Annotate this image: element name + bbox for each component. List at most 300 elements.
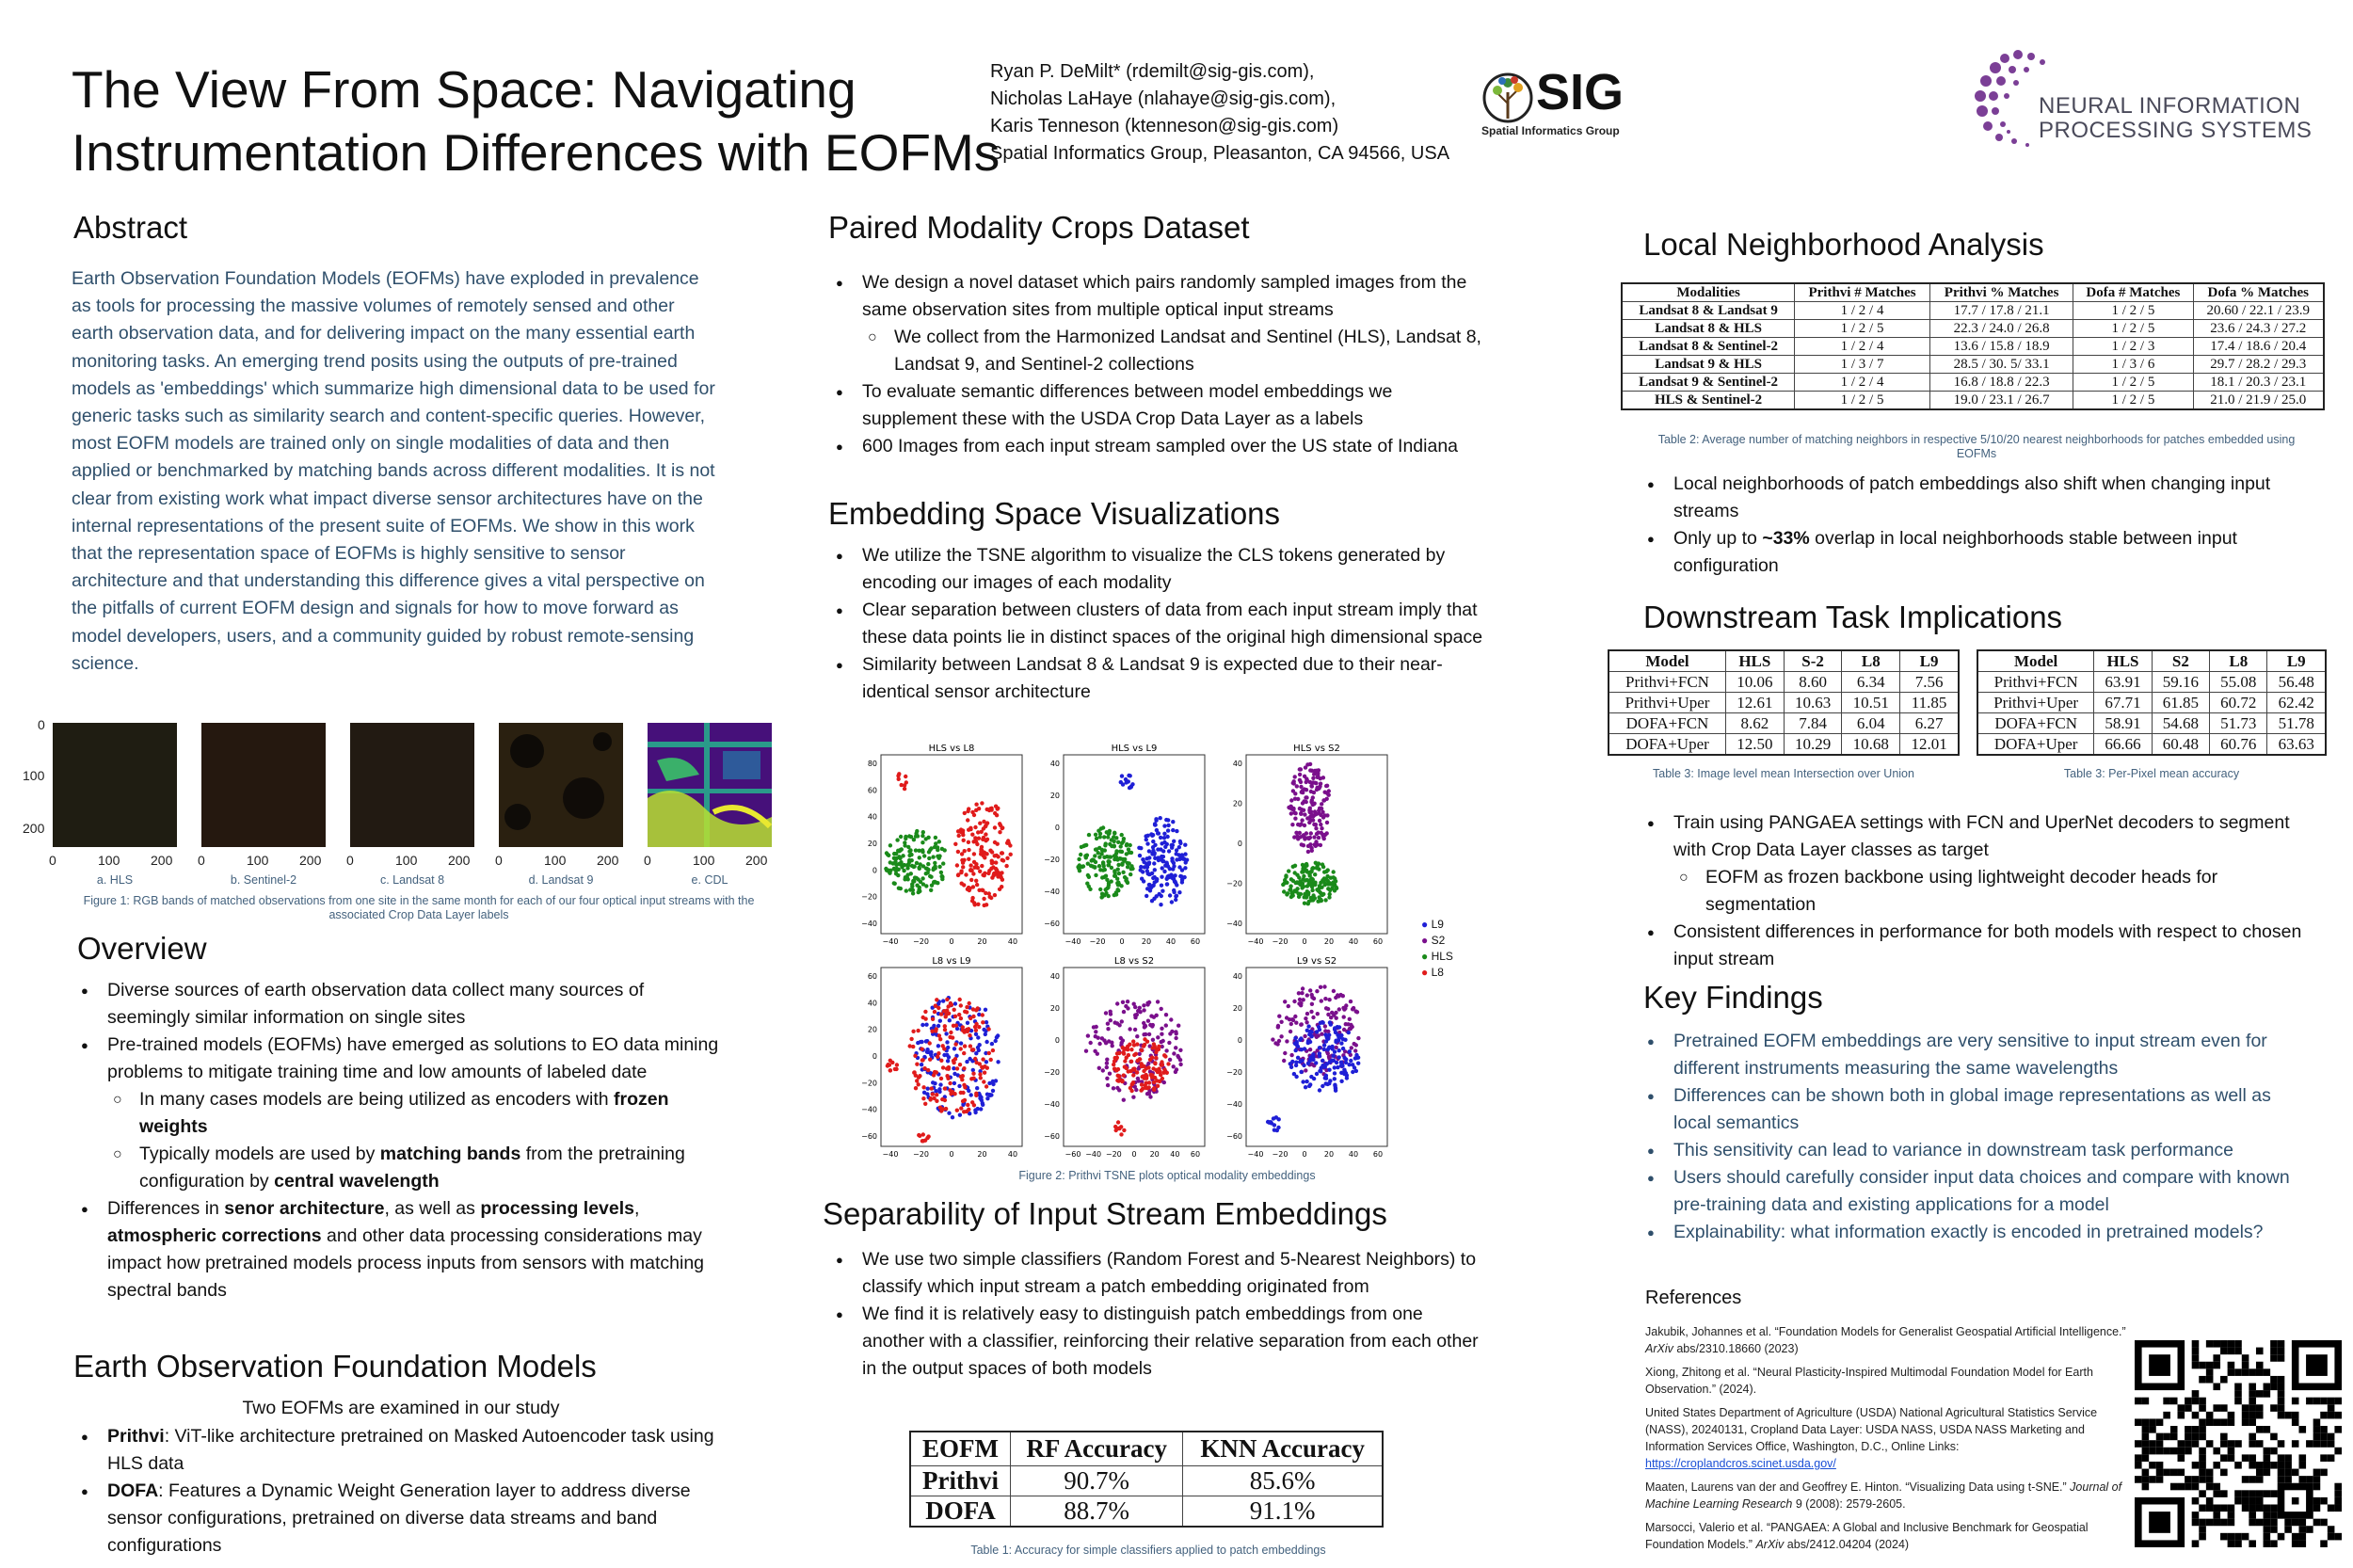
scatter-point (1134, 1052, 1138, 1056)
figure-1-caption: Figure 1: RGB bands of matched observations from one site in the same month for each of our four optical input streams with the associated Crop Data Layer labels (83, 894, 755, 921)
qr-module (2185, 1433, 2192, 1441)
qr-module (2292, 1540, 2299, 1547)
scatter-point (1000, 825, 1004, 829)
scatter-point (972, 860, 976, 864)
scatter-point (1183, 852, 1187, 856)
scatter-point (1317, 861, 1321, 865)
qr-code[interactable] (2135, 1340, 2342, 1547)
qr-module (2278, 1340, 2285, 1348)
scatter-point (911, 1030, 915, 1033)
scatter-point (1174, 898, 1177, 902)
local-heading: Local Neighborhood Analysis (1643, 227, 2044, 262)
scatter-point (1172, 1051, 1176, 1055)
scatter-point (922, 854, 926, 857)
qr-module (2234, 1340, 2242, 1348)
scatter-point (899, 835, 903, 839)
scatter-point (925, 1092, 929, 1096)
scatter-point (1084, 856, 1088, 859)
scatter-point (1146, 834, 1150, 838)
qr-module (2242, 1504, 2249, 1512)
scatter-point (1323, 1024, 1327, 1028)
scatter-point (1162, 840, 1166, 844)
qr-module (2149, 1448, 2156, 1455)
qr-module (2320, 1454, 2328, 1462)
scatter-point (1302, 1064, 1305, 1067)
scatter-point (1322, 984, 1326, 988)
scatter-point (987, 891, 991, 895)
qr-module (2135, 1454, 2142, 1462)
scatter-point (1344, 1061, 1348, 1064)
panel-label: b. Sentinel-2 (230, 873, 297, 887)
qr-module (2249, 1497, 2256, 1505)
table-cell: Landsat 9 & HLS (1622, 356, 1795, 374)
scatter-point (1323, 898, 1327, 902)
scatter-point (1289, 1022, 1293, 1026)
x-tick: 100 (98, 853, 120, 868)
scatter-point (1101, 868, 1105, 872)
scatter-point (1308, 768, 1312, 772)
scatter-point (1112, 893, 1116, 897)
scatter-point (981, 1013, 984, 1016)
qr-module (2192, 1497, 2200, 1505)
scatter-point (1348, 1017, 1352, 1021)
scatter-point (967, 886, 970, 889)
panel-label: d. Landsat 9 (528, 873, 594, 887)
scatter-point (1169, 1017, 1173, 1021)
scatter-point (937, 840, 941, 843)
scatter-point (1294, 1075, 1298, 1079)
column-header: HLS (1725, 650, 1784, 672)
scatter-point (1306, 902, 1310, 905)
scatter-point (973, 903, 977, 906)
qr-module (2228, 1348, 2235, 1355)
scatter-point (1300, 1022, 1304, 1026)
scatter-point (1112, 1086, 1115, 1090)
scatter-point (1141, 1075, 1144, 1079)
list-item: ● DOFA: Features a Dynamic Weight Generation layer to address diverse sensor configurations, pretrained on diverse data streams and band configurations (72, 1478, 730, 1560)
qr-module (2178, 1440, 2185, 1448)
legend-dot-icon: ● (1421, 966, 1429, 979)
scatter-point (1131, 1096, 1135, 1099)
scatter-point (893, 1067, 897, 1071)
list-item: ● Differences in senor architecture, as well as processing levels, atmospheric corrections and other data processing considerations may impact how pretrained models process inputs from sensors with matching spectral bands (72, 1195, 730, 1304)
abstract-heading: Abstract (73, 210, 188, 245)
qr-module (2320, 1433, 2328, 1441)
scatter-point (1325, 797, 1329, 801)
scatter-point (976, 1046, 980, 1049)
scatter-point (986, 1027, 990, 1031)
scatter-point (962, 1066, 966, 1070)
qr-module (2278, 1440, 2285, 1448)
scatter-point (959, 1041, 963, 1045)
table-row (1609, 734, 1959, 756)
scatter-point (979, 850, 983, 854)
scatter-point (1354, 1053, 1358, 1057)
scatter-point (993, 825, 997, 829)
scatter-point (1150, 899, 1154, 903)
scatter-point (996, 842, 1000, 846)
scatter-point (1291, 1018, 1295, 1022)
eofm-list (72, 1423, 730, 1560)
table-header-row (1977, 650, 2326, 672)
scatter-point (893, 860, 897, 864)
scatter-point (1294, 881, 1298, 885)
scatter-point (1098, 888, 1102, 891)
qr-module (2213, 1340, 2220, 1348)
scatter-point (1305, 1080, 1308, 1083)
qr-module (2242, 1476, 2249, 1483)
scatter-point (1096, 1052, 1099, 1056)
qr-module (2149, 1476, 2156, 1483)
scatter-point (1276, 1025, 1280, 1029)
scatter-point (944, 1032, 948, 1035)
scatter-point (959, 1003, 963, 1007)
scatter-point (978, 822, 982, 825)
qr-module (2249, 1398, 2256, 1405)
scatter-point (981, 888, 984, 892)
scatter-point (970, 833, 974, 837)
y-tick: 200 (23, 821, 45, 836)
qr-module (2264, 1426, 2271, 1433)
iou-table (1608, 649, 1960, 756)
scatter-point (1319, 823, 1322, 826)
qr-module (2249, 1418, 2256, 1426)
scatter-point (1185, 858, 1189, 862)
scatter-point (1141, 870, 1144, 873)
reference-item: United States Department of Agriculture (USDA) National Agricultural Statistics Service (NASS), 20240131, Cropland Data Layer: USDA NASS, USDA NASS Marketing and Information Services Office, Washington, D.C., Online Links: https://croplandcros.scinet.usda.gov/ (1645, 1406, 2098, 1470)
scatter-point (1107, 855, 1111, 858)
x-tick: 0 (644, 853, 651, 868)
x-tick: 0 (495, 853, 503, 868)
scatter-point (1302, 998, 1305, 1001)
qr-module (2278, 1412, 2285, 1419)
scatter-point (1147, 856, 1151, 859)
qr-module (2256, 1368, 2264, 1376)
y-tick: −60 (1226, 1132, 1242, 1141)
qr-module (2213, 1490, 2220, 1497)
scatter-point (918, 856, 921, 859)
scatter-point (985, 1066, 989, 1070)
scatter-point (993, 893, 997, 897)
scatter-point (1153, 1061, 1157, 1064)
scatter-point (1329, 1022, 1333, 1026)
qr-module (2192, 1433, 2200, 1441)
qr-module (2206, 1340, 2214, 1348)
scatter-point (1117, 1051, 1121, 1055)
scatter-point (1145, 1002, 1149, 1006)
table-cell: 12.61 (1725, 693, 1784, 713)
scatter-point (1159, 836, 1162, 840)
scatter-point (1095, 847, 1098, 851)
scatter-point (924, 884, 928, 888)
scatter-point (981, 1020, 984, 1024)
scatter-point (1116, 1074, 1120, 1078)
scatter-point (938, 1106, 942, 1110)
scatter-point (1299, 883, 1303, 887)
scatter-point (974, 1029, 978, 1032)
scatter-point (1094, 873, 1097, 877)
qr-module (2149, 1354, 2170, 1376)
qr-module (2199, 1398, 2206, 1405)
scatter-point (919, 1040, 922, 1044)
scatter-point (1318, 819, 1321, 823)
scatter-point (1097, 856, 1101, 859)
qr-module (2206, 1418, 2214, 1426)
qr-module (2142, 1448, 2150, 1455)
scatter-point (1166, 824, 1170, 827)
scatter-point (921, 830, 925, 834)
scatter-point (1179, 874, 1183, 878)
qr-module (2192, 1426, 2200, 1433)
column-header: Model (1609, 650, 1725, 672)
table-row (1622, 392, 2324, 410)
qr-code-icon (2135, 1340, 2342, 1547)
qr-module (2135, 1440, 2142, 1448)
qr-module (2256, 1490, 2264, 1497)
qr-module (2292, 1398, 2299, 1405)
scatter-point (1109, 1018, 1112, 1022)
scatter-point (924, 872, 928, 875)
cdl-link[interactable]: https://croplandcros.scinet.usda.gov/ (1645, 1457, 1836, 1470)
scatter-point (904, 888, 908, 892)
qr-module (2256, 1462, 2264, 1469)
scatter-point (991, 1080, 995, 1083)
qr-module (2249, 1384, 2256, 1391)
qr-module (2199, 1462, 2206, 1469)
qr-module (2206, 1368, 2214, 1376)
scatter-point (1156, 856, 1160, 859)
scatter-point (933, 1070, 936, 1074)
column-header: Dofa % Matches (2193, 283, 2324, 302)
scatter-point (1275, 1042, 1279, 1046)
paired-list (826, 269, 1485, 460)
scatter-point (1118, 856, 1122, 860)
list-item: ● This sensitivity can lead to variance in downstream task performance (1638, 1137, 2297, 1164)
qr-module (2192, 1483, 2200, 1491)
scatter-point (1306, 890, 1310, 894)
qr-module (2320, 1469, 2328, 1477)
scatter-point (931, 1080, 935, 1084)
scatter-point (1356, 1062, 1360, 1065)
scatter-point (1310, 867, 1314, 871)
scatter-point (1322, 876, 1326, 880)
qr-module (2313, 1504, 2321, 1512)
plot-title: L8 vs S2 (1113, 956, 1155, 967)
scatter-point (1151, 849, 1155, 853)
scatter-point (1314, 812, 1318, 816)
scatter-point (1303, 1047, 1306, 1050)
scatter-point (1177, 890, 1181, 894)
scatter-point (934, 1003, 937, 1007)
scatter-point (1321, 893, 1324, 897)
image-panel-landsat8 (350, 723, 474, 847)
scatter-point (903, 843, 906, 847)
scatter-point (1309, 790, 1313, 793)
scatter-point (956, 850, 960, 854)
scatter-point (1178, 1063, 1182, 1066)
qr-module (2192, 1476, 2200, 1483)
qr-module (2199, 1404, 2206, 1412)
scatter-point (1166, 864, 1170, 868)
table-cell: 22.3 / 24.0 / 26.8 (1929, 320, 2073, 338)
y-tick: 60 (867, 972, 877, 981)
qr-module (2313, 1440, 2321, 1448)
scatter-point (915, 1079, 919, 1082)
image-panel-landsat9 (499, 723, 623, 847)
scatter-point (1116, 840, 1120, 844)
scatter-point (915, 884, 919, 888)
embedding-heading: Embedding Space Visualizations (828, 496, 1281, 531)
scatter-point (1131, 1039, 1135, 1043)
scatter-point (1176, 1024, 1180, 1028)
scatter-point (1128, 1027, 1131, 1031)
y-tick: −40 (1044, 1100, 1060, 1109)
x-tick: 0 (346, 853, 354, 868)
abstract-text: Earth Observation Foundation Models (EOFMs) have exploded in prevalence as tools for processing the massive volumes of remotely sensed and other earth observation data, and for delivering impact on the many essential earth monitoring tasks. An emerging trend posits using the outputs of pre-trained models as 'embeddings' which summarize high dimensional data to be used for generic tasks such as similarity search and content-specific queries. However, most EOFM models are trained only on single modalities of data and then applied or benchmarked by matching bands across different modalities. It is not clear from existing work what impact diverse sensor architectures have on the internal representations of the present suite of EOFMs. We show in this work that the representation space of EOFMs is highly sensitive to sensor architecture and that understanding this difference gives a vital perspective on the pitfalls of current EOFM design and signals for how to move forward as model developers, users, and a community guided by robust remote-sensing science. (72, 268, 715, 674)
neurips-text: NEURAL INFORMATION PROCESSING SYSTEMS (2039, 93, 2313, 143)
scatter-point (1285, 892, 1289, 896)
scatter-point (1096, 829, 1100, 833)
plot-frame (881, 755, 1022, 934)
table-2-caption: Table 2: Average number of matching neighbors in respective 5/10/20 nearest neighborhoods for patches embedded using EOFMs (1657, 433, 2296, 460)
qr-module (2306, 1440, 2313, 1448)
table-header-row: EOFM RF Accuracy KNN Accuracy (910, 1432, 1383, 1466)
qr-module (2234, 1348, 2242, 1355)
scatter-point (1108, 829, 1112, 833)
scatter-point (952, 1059, 955, 1063)
scatter-point (1158, 892, 1161, 896)
scatter-point (952, 1081, 956, 1085)
scatter-point (901, 854, 904, 857)
y-tick: 0 (872, 1052, 877, 1061)
qr-module (2278, 1384, 2285, 1391)
sig-wordmark: SIG (1536, 64, 1625, 120)
scatter-point (1078, 863, 1081, 867)
y-tick: 20 (1049, 792, 1060, 800)
scatter-point (925, 1136, 929, 1140)
scatter-point (1094, 860, 1097, 864)
table-row (1609, 693, 1959, 713)
scatter-point (1109, 1010, 1112, 1014)
table-1-caption: Table 1: Accuracy for simple classifiers applied to patch embeddings (970, 1544, 1326, 1557)
qr-module (2228, 1454, 2235, 1462)
scatter-point (979, 1107, 983, 1111)
qr-module (2249, 1433, 2256, 1441)
scatter-point (1122, 1128, 1126, 1132)
scatter-point (1165, 882, 1169, 886)
scatter-point (965, 1060, 968, 1064)
scatter-point (1103, 848, 1107, 852)
scatter-point (939, 1077, 943, 1080)
scatter-point (923, 1010, 927, 1014)
scatter-point (1000, 878, 1004, 882)
scatter-point (920, 848, 924, 852)
scatter-point (1121, 871, 1125, 874)
scatter-point (971, 1048, 975, 1051)
scatter-point (959, 1091, 963, 1095)
legend-item: ● S2 (1421, 934, 1446, 947)
qr-module (2249, 1504, 2256, 1512)
scatter-point (1173, 873, 1176, 877)
scatter-point (1112, 871, 1116, 874)
scatter-point (974, 1032, 978, 1036)
scatter-point (1116, 1079, 1120, 1082)
scatter-point (949, 1031, 952, 1034)
scatter-point (986, 872, 990, 875)
scatter-point (1126, 1006, 1129, 1010)
scatter-point (915, 876, 919, 880)
scatter-point (1159, 903, 1162, 906)
scatter-point (933, 1010, 936, 1014)
qr-module (2228, 1504, 2235, 1512)
qr-module (2313, 1398, 2321, 1405)
scatter-point (1339, 1041, 1343, 1045)
scatter-point (1306, 850, 1310, 854)
scatter-point (1164, 818, 1168, 822)
scatter-point (1106, 1022, 1110, 1026)
scatter-point (1121, 840, 1125, 843)
table-cell: 18.1 / 20.3 / 23.1 (2193, 374, 2324, 392)
qr-module (2142, 1476, 2150, 1483)
scatter-point (1183, 866, 1187, 870)
x-tick: 0 (949, 1150, 954, 1159)
scatter-point (1000, 851, 1003, 855)
table-row (1622, 302, 2324, 320)
qr-module (2264, 1512, 2271, 1519)
reference-item: Xiong, Zhitong et al. “Neural Plasticity-Inspired Multimodal Foundation Model for Earth Observation.” (2024). (1645, 1366, 2093, 1396)
scatter-point (1311, 893, 1315, 897)
qr-module (2206, 1519, 2214, 1527)
scatter-point (1128, 872, 1132, 876)
scatter-point (943, 1086, 947, 1090)
qr-module (2270, 1376, 2278, 1384)
scatter-point (1112, 840, 1116, 843)
qr-module (2313, 1483, 2321, 1491)
scatter-point (1287, 869, 1290, 872)
scatter-point (1097, 1066, 1101, 1070)
scatter-point (959, 1016, 963, 1020)
scatter-point (1347, 1031, 1351, 1034)
scatter-point (971, 885, 975, 888)
scatter-point (1143, 1037, 1146, 1041)
list-item: ● Consistent differences in performance for both models with respect to chosen input stream (1638, 919, 2315, 973)
qr-module (2192, 1462, 2200, 1469)
scatter-point (1162, 1053, 1166, 1057)
table-cell: 60.76 (2210, 734, 2267, 756)
scatter-point (936, 1051, 940, 1055)
scatter-point (1336, 993, 1339, 997)
qr-module (2220, 1490, 2228, 1497)
scatter-point (896, 873, 900, 877)
qr-module (2264, 1519, 2271, 1527)
qr-module (2142, 1426, 2150, 1433)
plot-title: L8 vs L9 (932, 956, 971, 967)
plot-title: L9 vs S2 (1296, 956, 1337, 967)
scatter-point (951, 1090, 954, 1094)
scatter-point (1279, 1034, 1283, 1038)
qr-module (2220, 1340, 2228, 1348)
legend-dot-icon: ● (1421, 950, 1429, 963)
overview-heading: Overview (77, 931, 207, 966)
x-tick: 0 (1302, 937, 1307, 946)
y-tick: −20 (1226, 1068, 1242, 1077)
scatter-point (1164, 1048, 1168, 1052)
qr-module (2249, 1462, 2256, 1469)
scatter-point (1308, 807, 1312, 810)
qr-module (2284, 1454, 2292, 1462)
qr-module (2313, 1433, 2321, 1441)
y-tick: 0 (1237, 840, 1242, 848)
